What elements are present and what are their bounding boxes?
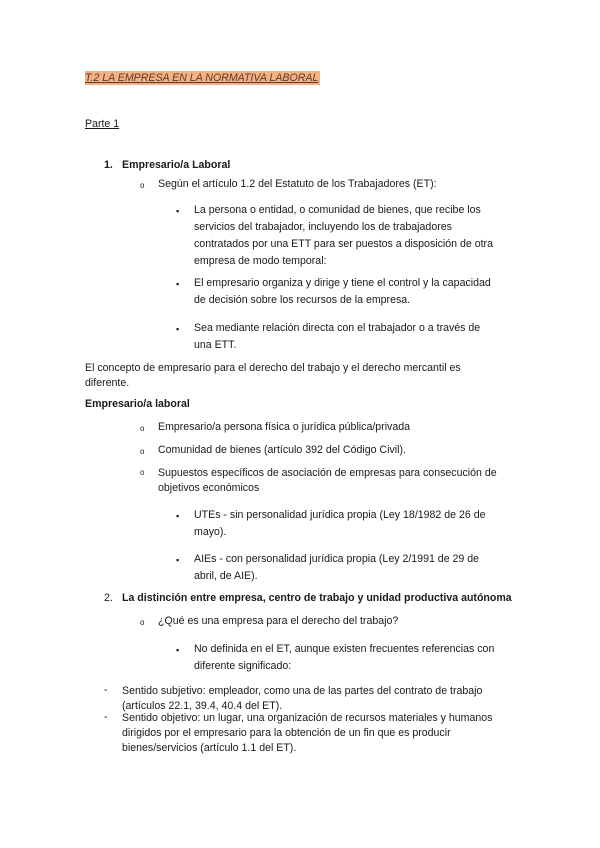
empresario-bullet-ute: UTEs - sin personalidad jurídica propia (Ley 18/1982 de 26 de mayo). [194, 509, 486, 538]
document-title: T.2 LA EMPRESA EN LA NORMATIVA LABORAL [85, 72, 319, 84]
circle-bullet-icon: o [140, 181, 145, 190]
section1-bullet-1: La persona o entidad, o comunidad de bienes, que recibe los servicios del trabajador, incluyendo los de trabajadores contratados por una ETT para ser puestos a disposición de otra empresa de modo temporal: [194, 204, 493, 267]
dash-item-objective: Sentido objetivo: un lugar, una organización de recursos materiales y humanos dirigidos por el empresario para la obtención de un fin que es producir bienes/servicios (artículo 1.1 del ET). [122, 712, 493, 754]
section2-heading: La distinción entre empresa, centro de trabajo y unidad productiva autónoma [122, 592, 512, 604]
square-bullet-icon: ▪ [176, 324, 180, 334]
empresario-bullet-aie: AIEs - con personalidad jurídica propia (Ley 2/1991 de 29 de abril, de AIE). [194, 553, 480, 582]
square-bullet-icon: ▪ [176, 279, 180, 289]
section2-sub-text: ¿Qué es una empresa para el derecho del trabajo? [158, 615, 399, 627]
circle-bullet-icon: o [140, 618, 145, 627]
section2-number: 2. [104, 592, 113, 604]
section2-bullet: No definida en el ET, aunque existen frecuentes referencias con diferente significado: [194, 643, 495, 672]
square-bullet-icon: ▪ [176, 511, 180, 521]
part-label: Parte 1 [85, 118, 120, 130]
circle-bullet-icon: o [140, 468, 145, 477]
section1-sub-text: Según el artículo 1.2 del Estatuto de los Trabajadores (ET): [158, 178, 437, 190]
square-bullet-icon: ▪ [176, 645, 180, 655]
square-bullet-icon: ▪ [176, 555, 180, 565]
circle-bullet-icon: o [140, 424, 145, 433]
empresario-heading: Empresario/a laboral [85, 398, 190, 410]
section1-number: 1. [104, 159, 113, 171]
empresario-item-3: Supuestos específicos de asociación de empresas para consecución de objetivos económicos [158, 467, 497, 494]
dash-item-subjective: Sentido subjetivo: empleador, como una de las partes del contrato de trabajo (artículos 22.1, 39.4, 40.4 del ET). [122, 685, 483, 712]
circle-bullet-icon: o [140, 447, 145, 456]
section1-bullet-2: El empresario organiza y dirige y tiene el control y la capacidad de decisión sobre los recursos de la empresa. [194, 277, 491, 306]
section1-heading: Empresario/a Laboral [122, 159, 231, 171]
empresario-item-1: Empresario/a persona física o jurídica pública/privada [158, 421, 411, 433]
section1-bullet-3: Sea mediante relación directa con el trabajador o a través de una ETT. [194, 322, 481, 351]
empresario-item-2: Comunidad de bienes (artículo 392 del Código Civil). [158, 444, 406, 456]
paragraph-concept: El concepto de empresario para el derecho del trabajo y el derecho mercantil es diferente. [85, 362, 461, 389]
dash-marker: - [104, 684, 108, 696]
square-bullet-icon: ▪ [176, 206, 180, 216]
dash-marker: - [104, 711, 108, 723]
